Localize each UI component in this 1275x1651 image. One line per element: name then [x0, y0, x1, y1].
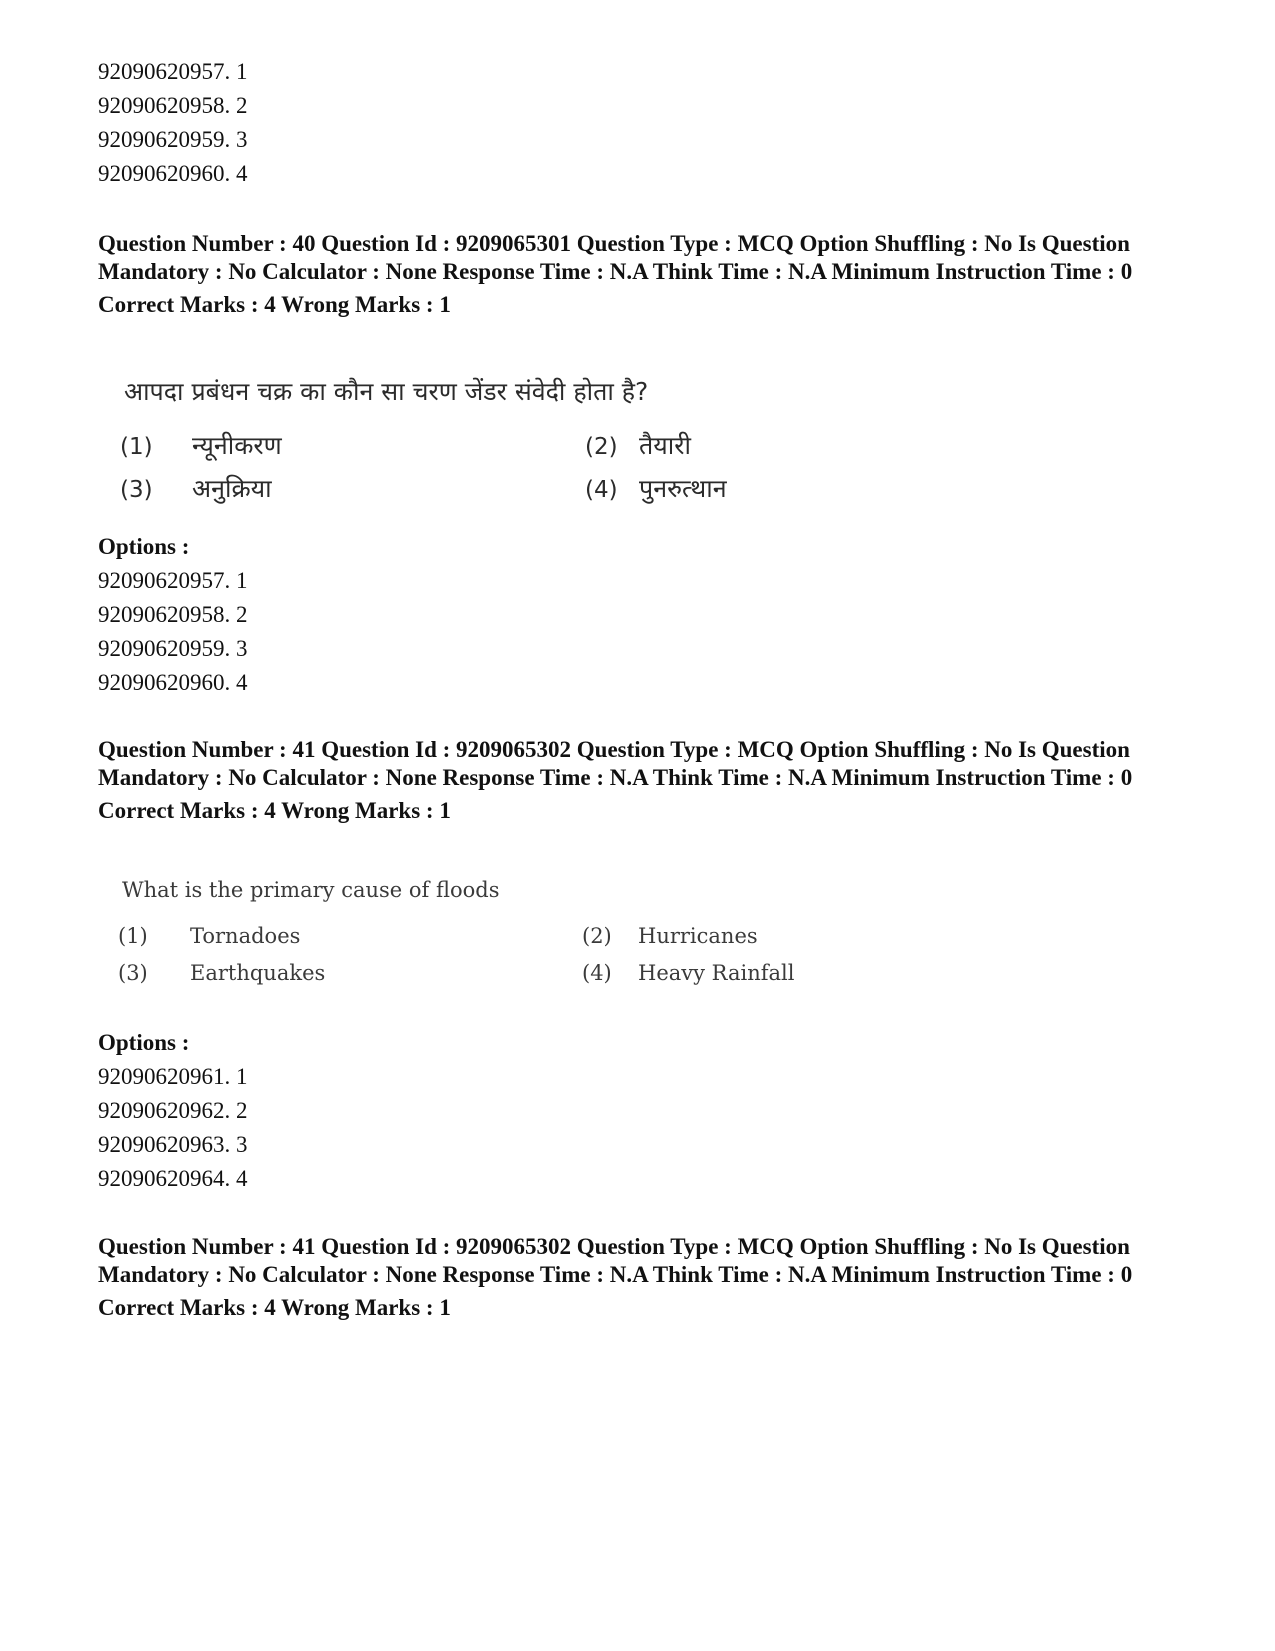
option-line: 92090620962. 2 — [98, 1098, 248, 1123]
option-line: 92090620964. 4 — [98, 1166, 248, 1191]
choice-text: Heavy Rainfall — [638, 961, 795, 985]
choice-number: (4) — [582, 961, 612, 985]
choice-text: Tornadoes — [190, 924, 301, 948]
question-40-options — [98, 530, 248, 700]
choice-2 — [585, 428, 691, 462]
choice-text: तैयारी — [639, 431, 691, 460]
choice-3 — [120, 471, 272, 505]
choice-1 — [120, 428, 282, 462]
option-line: 92090620960. 4 — [98, 161, 248, 186]
choice-text: न्यूनीकरण — [192, 431, 282, 460]
question-marks: Correct Marks : 4 Wrong Marks : 1 — [98, 798, 451, 823]
question-41-header — [98, 736, 1198, 828]
question-marks: Correct Marks : 4 Wrong Marks : 1 — [98, 1295, 451, 1320]
question-40-header — [98, 230, 1198, 322]
question-41-options — [98, 1026, 248, 1196]
options-label: Options : — [98, 1030, 190, 1055]
option-line: 92090620961. 1 — [98, 1064, 248, 1089]
option-line: 92090620959. 3 — [98, 636, 248, 661]
option-line: 92090620957. 1 — [98, 59, 248, 84]
question-meta: Question Number : 41 Question Id : 9209065302 Question Type : MCQ Option Shuffling : No Is Question Mandatory : No Calculator : None Response Time : N.A Think Time : N.A Minimum Instruction Time : 0 — [98, 1234, 1133, 1287]
question-marks: Correct Marks : 4 Wrong Marks : 1 — [98, 292, 451, 317]
option-line: 92090620960. 4 — [98, 670, 248, 695]
choice-4 — [585, 471, 727, 505]
option-line: 92090620959. 3 — [98, 127, 248, 152]
options-label: Options : — [98, 534, 190, 559]
choice-4 — [582, 961, 794, 985]
choice-1 — [118, 924, 300, 948]
question-text: आपदा प्रबंधन चक्र का कौन सा चरण जेंडर संवेदी होता है? — [124, 377, 649, 406]
choice-number: (2) — [582, 924, 612, 948]
choice-number: (1) — [120, 434, 153, 460]
option-line: 92090620957. 1 — [98, 568, 248, 593]
choice-number: (3) — [120, 477, 153, 503]
choice-number: (1) — [118, 924, 148, 948]
option-line: 92090620958. 2 — [98, 93, 248, 118]
question-meta: Question Number : 40 Question Id : 9209065301 Question Type : MCQ Option Shuffling : No Is Question Mandatory : No Calculator : None Response Time : N.A Think Time : N.A Minimum Instruction Time : 0 — [98, 231, 1133, 284]
option-line: 92090620958. 2 — [98, 602, 248, 627]
choice-number: (4) — [585, 477, 618, 503]
top-option-list — [98, 55, 248, 191]
question-40-image — [98, 370, 858, 510]
question-meta: Question Number : 41 Question Id : 9209065302 Question Type : MCQ Option Shuffling : No Is Question Mandatory : No Calculator : None Response Time : N.A Think Time : N.A Minimum Instruction Time : 0 — [98, 737, 1133, 790]
option-line: 92090620963. 3 — [98, 1132, 248, 1157]
choice-text: Earthquakes — [190, 961, 326, 985]
choice-2 — [582, 924, 758, 948]
question-41-image — [98, 874, 858, 1004]
choice-text: पुनरुत्थान — [639, 474, 727, 503]
choice-number: (3) — [118, 961, 148, 985]
choice-text: Hurricanes — [638, 924, 758, 948]
choice-3 — [118, 961, 325, 985]
choice-text: अनुक्रिया — [192, 474, 272, 503]
question-41-repeat-header — [98, 1233, 1198, 1325]
question-text: What is the primary cause of floods — [122, 878, 500, 902]
choice-number: (2) — [585, 434, 618, 460]
